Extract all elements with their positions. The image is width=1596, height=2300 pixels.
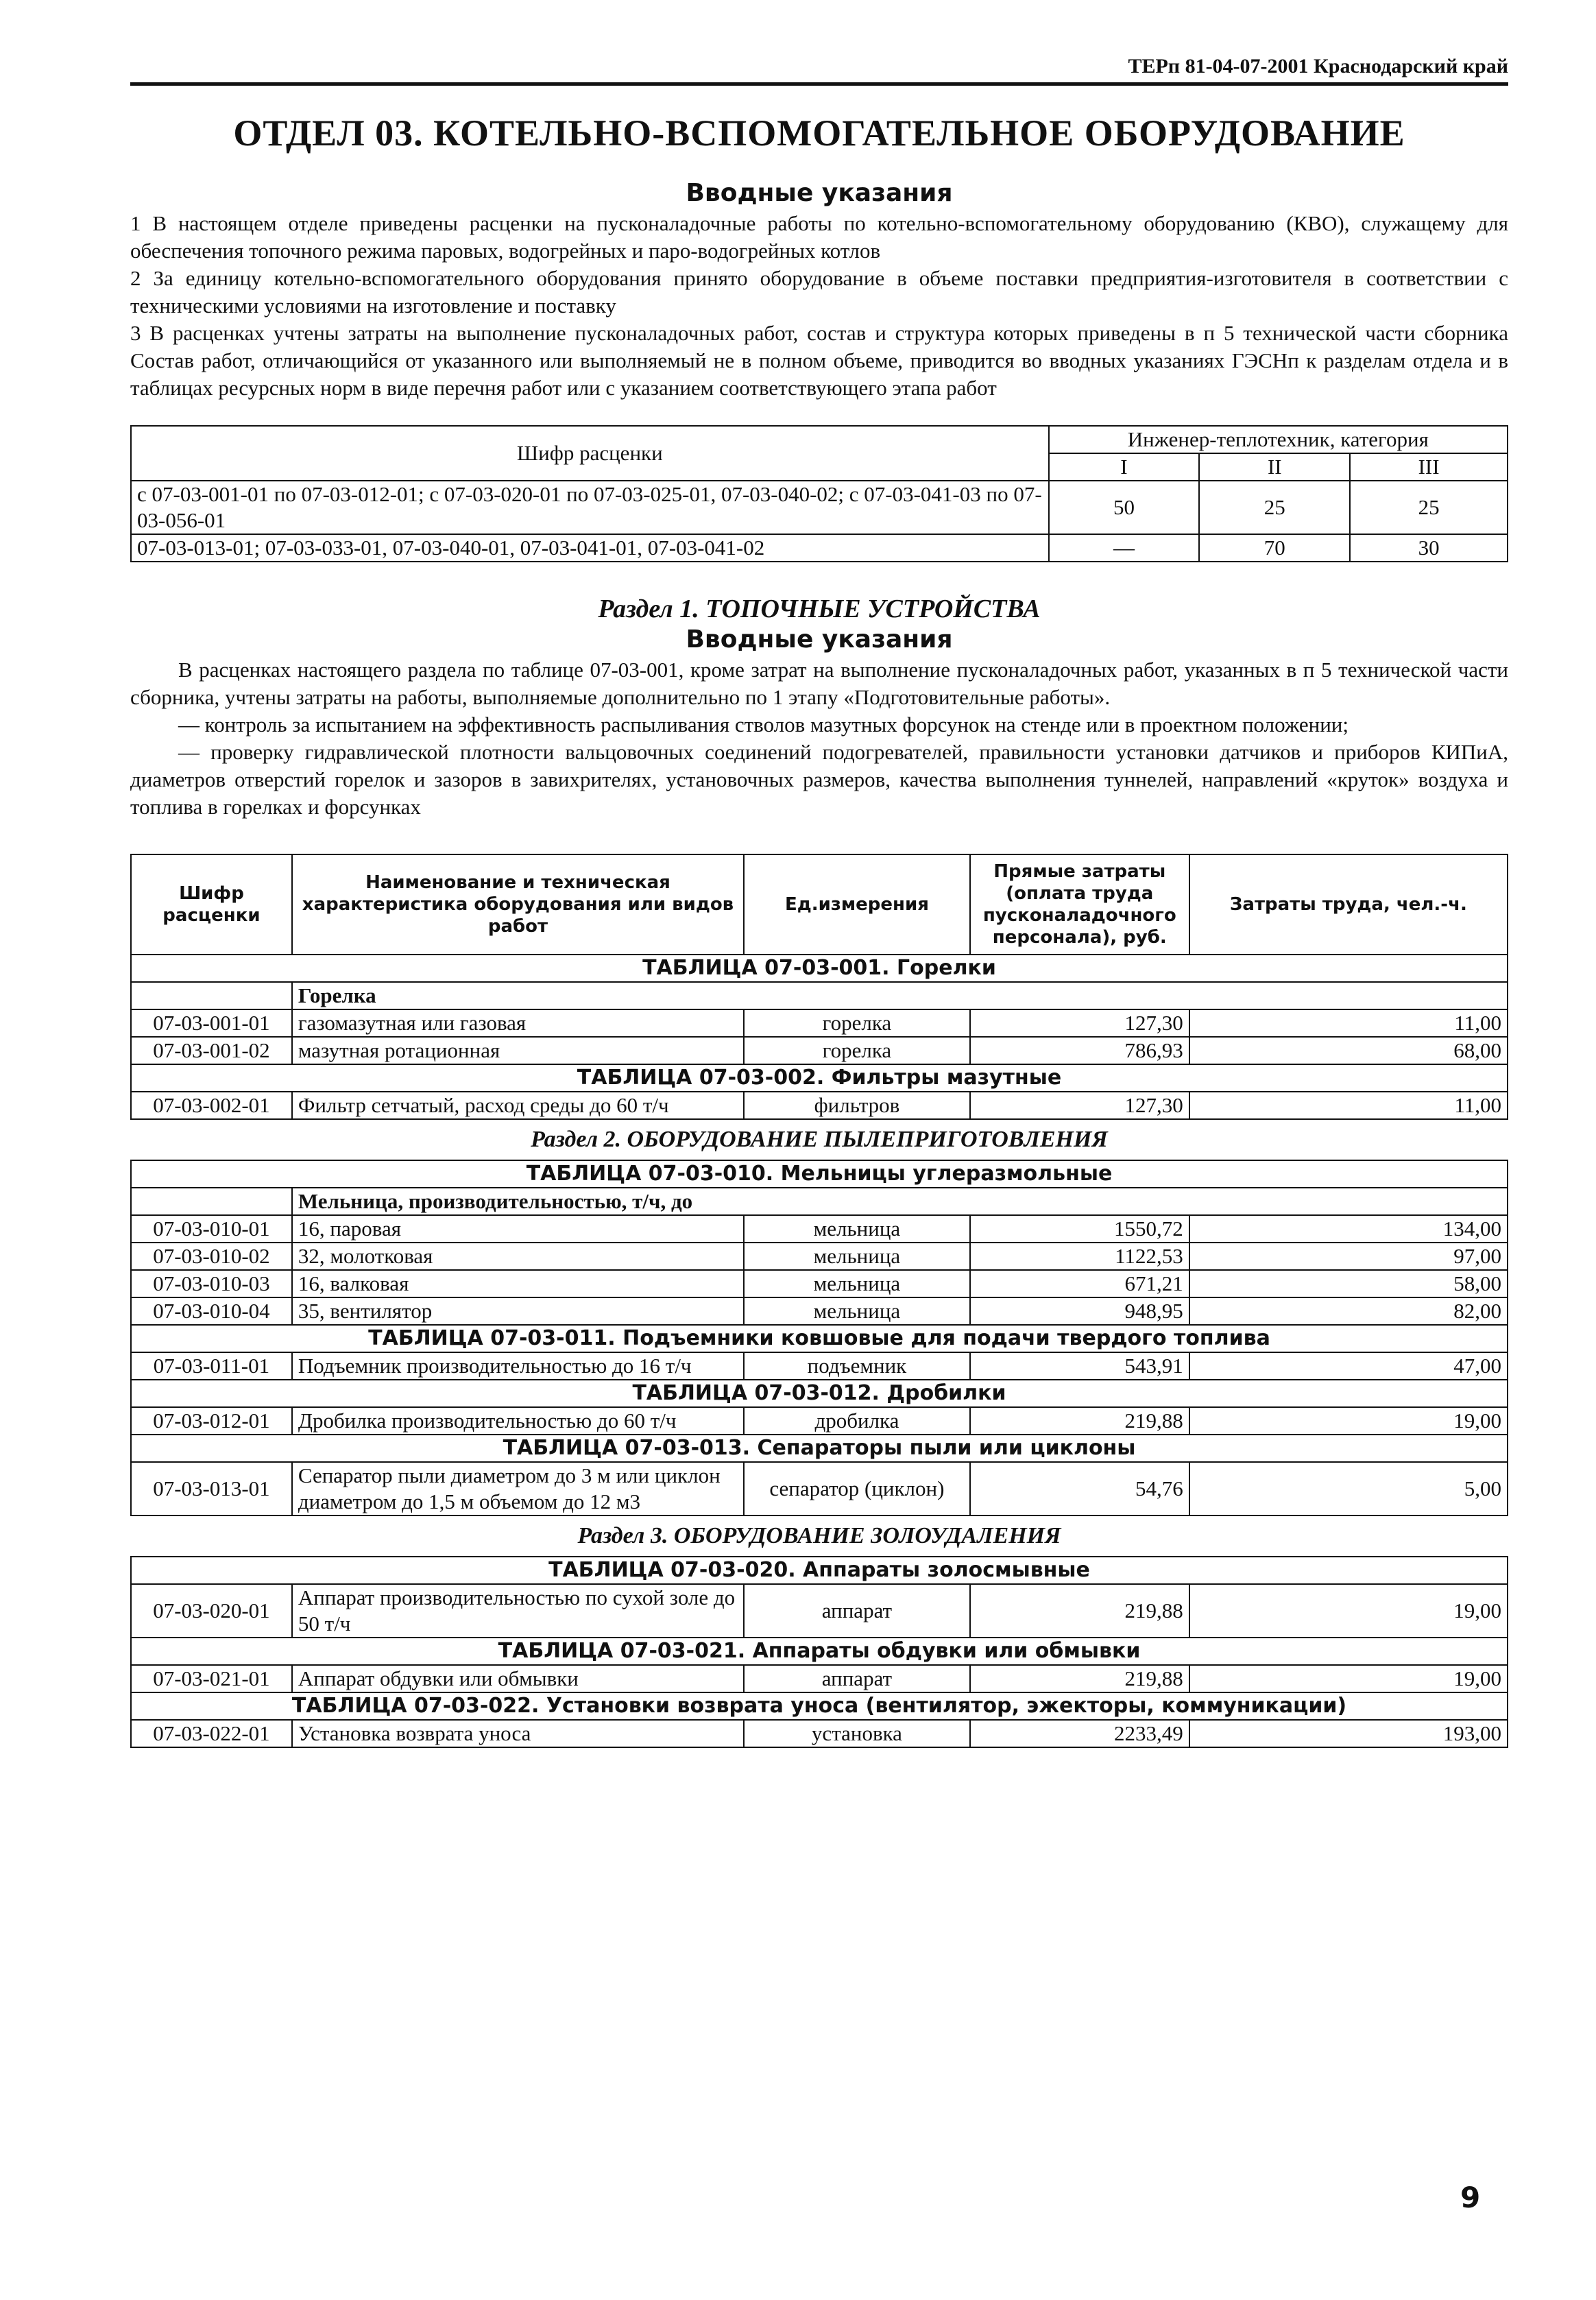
table-row <box>131 1584 1508 1638</box>
row-code: 07-03-001-01 <box>131 1009 292 1037</box>
table-title: ТАБЛИЦА 07-03-021. Аппараты обдувки или обмывки <box>131 1638 1508 1665</box>
rates-table <box>130 854 1508 1748</box>
table-row <box>131 1665 1508 1692</box>
category-row-value: 50 <box>1049 481 1200 534</box>
header-name: Наименование и техническая характеристика оборудования или видов работ <box>292 854 744 955</box>
group-label: Мельница, производительностью, т/ч, до <box>292 1188 1508 1215</box>
table-title: ТАБЛИЦА 07-03-022. Установки возврата уноса (вентилятор, эжекторы, коммуникации) <box>131 1692 1508 1720</box>
row-cost: 54,76 <box>970 1462 1189 1516</box>
row-labor: 19,00 <box>1189 1407 1508 1435</box>
row-labor: 47,00 <box>1189 1352 1508 1380</box>
row-code: 07-03-022-01 <box>131 1720 292 1747</box>
intro-paragraph-3: 3 В расценках учтены затраты на выполнение пусконаладочных работ, состав и структура которых приведены в п 5 технической части сборника Состав работ, отличающийся от указанного или выполняемый не в полном объеме, приводится во вводных указаниях ГЭСНп к разделам отдела и в таблицах ресурсных норм в виде перечня работ или с указанием соответствующего этапа работ <box>130 321 1508 400</box>
table-title: ТАБЛИЦА 07-03-012. Дробилки <box>131 1380 1508 1407</box>
row-labor: 82,00 <box>1189 1297 1508 1325</box>
row-unit: мельница <box>744 1243 970 1270</box>
row-code: 07-03-010-02 <box>131 1243 292 1270</box>
category-table-group-header: Инженер-теплотехник, категория <box>1049 426 1508 453</box>
row-unit: фильтров <box>744 1092 970 1119</box>
table-title: ТАБЛИЦА 07-03-011. Подъемники ковшовые для подачи твердого топлива <box>131 1325 1508 1352</box>
row-code: 07-03-020-01 <box>131 1584 292 1638</box>
row-name: 35, вентилятор <box>292 1297 744 1325</box>
row-code: 07-03-021-01 <box>131 1665 292 1692</box>
category-row-value: 70 <box>1199 534 1350 562</box>
row-unit: горелка <box>744 1009 970 1037</box>
table-row <box>131 481 1508 534</box>
header-unit: Ед.измерения <box>744 854 970 955</box>
category-header-2: II <box>1199 453 1350 481</box>
row-unit: дробилка <box>744 1407 970 1435</box>
row-name: 32, молотковая <box>292 1243 744 1270</box>
table-row <box>131 1407 1508 1435</box>
intro-paragraph-2: 2 За единицу котельно-вспомогательного оборудования принято оборудование в объеме поставки предприятия-изготовителя в соответствии с техническими условиями на изготовление и поставку <box>130 266 1508 318</box>
intro-heading: Вводные указания <box>686 179 953 207</box>
category-row-value: — <box>1049 534 1200 562</box>
row-unit: установка <box>744 1720 970 1747</box>
table-row <box>131 1092 1508 1119</box>
table-row <box>131 1215 1508 1243</box>
row-name: 16, паровая <box>292 1215 744 1243</box>
row-cost: 1122,53 <box>970 1243 1189 1270</box>
row-labor: 193,00 <box>1189 1720 1508 1747</box>
row-name: мазутная ротационная <box>292 1037 744 1064</box>
section-2-title: Раздел 2. ОБОРУДОВАНИЕ ПЫЛЕПРИГОТОВЛЕНИЯ <box>131 1119 1508 1160</box>
row-labor: 11,00 <box>1189 1092 1508 1119</box>
row-name: Подъемник производительностью до 16 т/ч <box>292 1352 744 1380</box>
table-row <box>131 1009 1508 1037</box>
table-row <box>131 1462 1508 1516</box>
intro-paragraph-1: 1 В настоящем отделе приведены расценки на пусконаладочные работы по котельно-вспомогательному оборудованию (КВО), служащему для обеспечения топочного режима паровых, водогрейных и паро-водогрейных котлов <box>130 211 1508 263</box>
row-cost: 127,30 <box>970 1009 1189 1037</box>
row-code: 07-03-010-01 <box>131 1215 292 1243</box>
row-labor: 19,00 <box>1189 1665 1508 1692</box>
table-row <box>131 534 1508 562</box>
row-unit: мельница <box>744 1215 970 1243</box>
table-row <box>131 1270 1508 1297</box>
table-title: ТАБЛИЦА 07-03-020. Аппараты золосмывные <box>131 1557 1508 1584</box>
row-unit: горелка <box>744 1037 970 1064</box>
row-cost: 127,30 <box>970 1092 1189 1119</box>
row-cost: 219,88 <box>970 1407 1189 1435</box>
row-unit: сепаратор (циклон) <box>744 1462 970 1516</box>
section-1-paragraph-1: В расценках настоящего раздела по таблице 07-03-001, кроме затрат на выполнение пусконаладочных работ, указанных в п 5 технической части сборника, учтены затраты на работы, выполняемые дополнительно по 1 этапу «Подготовительные работы». <box>130 658 1508 709</box>
page-number: 9 <box>1460 2181 1481 2214</box>
table-title: ТАБЛИЦА 07-03-002. Фильтры мазутные <box>131 1064 1508 1092</box>
row-cost: 671,21 <box>970 1270 1189 1297</box>
category-table-code-header: Шифр расценки <box>131 426 1049 481</box>
row-labor: 11,00 <box>1189 1009 1508 1037</box>
category-header-1: I <box>1049 453 1200 481</box>
table-row <box>131 1352 1508 1380</box>
row-name: Дробилка производительностью до 60 т/ч <box>292 1407 744 1435</box>
row-labor: 19,00 <box>1189 1584 1508 1638</box>
header-code: Шифр расценки <box>131 854 292 955</box>
row-labor: 5,00 <box>1189 1462 1508 1516</box>
row-cost: 948,95 <box>970 1297 1189 1325</box>
row-code: 07-03-011-01 <box>131 1352 292 1380</box>
table-row <box>131 1720 1508 1747</box>
table-title: ТАБЛИЦА 07-03-010. Мельницы углеразмольные <box>131 1160 1508 1188</box>
header-cost: Прямые затраты (оплата труда пусконаладочного персонала), руб. <box>970 854 1189 955</box>
row-code: 07-03-010-03 <box>131 1270 292 1297</box>
row-unit: подъемник <box>744 1352 970 1380</box>
category-row-value: 30 <box>1350 534 1508 562</box>
row-code: 07-03-002-01 <box>131 1092 292 1119</box>
header-labor: Затраты труда, чел.-ч. <box>1189 854 1508 955</box>
row-code: 07-03-010-04 <box>131 1297 292 1325</box>
page-title: ОТДЕЛ 03. КОТЕЛЬНО-ВСПОМОГАТЕЛЬНОЕ ОБОРУДОВАНИЕ <box>233 112 1405 154</box>
row-labor: 58,00 <box>1189 1270 1508 1297</box>
category-row-value: 25 <box>1199 481 1350 534</box>
category-row-code: 07-03-013-01; 07-03-033-01, 07-03-040-01, 07-03-041-01, 07-03-041-02 <box>131 534 1049 562</box>
table-title: ТАБЛИЦА 07-03-001. Горелки <box>131 955 1508 982</box>
row-cost: 1550,72 <box>970 1215 1189 1243</box>
row-unit: мельница <box>744 1297 970 1325</box>
table-row <box>131 1297 1508 1325</box>
table-row <box>131 1243 1508 1270</box>
row-name: 16, валковая <box>292 1270 744 1297</box>
category-row-code: с 07-03-001-01 по 07-03-012-01; с 07-03-020-01 по 07-03-025-01, 07-03-040-02; с 07-03-041-03 по 07-03-056-01 <box>131 481 1049 534</box>
row-name: Аппарат обдувки или обмывки <box>292 1665 744 1692</box>
section-1-title: Раздел 1. ТОПОЧНЫЕ УСТРОЙСТВА <box>598 595 1041 623</box>
table-title: ТАБЛИЦА 07-03-013. Сепараторы пыли или циклоны <box>131 1435 1508 1462</box>
section-3-title: Раздел 3. ОБОРУДОВАНИЕ ЗОЛОУДАЛЕНИЯ <box>131 1516 1508 1557</box>
category-header-3: III <box>1350 453 1508 481</box>
row-labor: 68,00 <box>1189 1037 1508 1064</box>
row-code: 07-03-012-01 <box>131 1407 292 1435</box>
group-label: Горелка <box>292 982 1508 1009</box>
category-table <box>130 425 1508 562</box>
row-cost: 219,88 <box>970 1665 1189 1692</box>
row-cost: 543,91 <box>970 1352 1189 1380</box>
row-code: 07-03-013-01 <box>131 1462 292 1516</box>
row-unit: аппарат <box>744 1665 970 1692</box>
row-cost: 786,93 <box>970 1037 1189 1064</box>
rates-table-header <box>131 854 1508 955</box>
row-code: 07-03-001-02 <box>131 1037 292 1064</box>
section-1-heading: Вводные указания <box>686 625 953 654</box>
row-name: Установка возврата уноса <box>292 1720 744 1747</box>
row-name: газомазутная или газовая <box>292 1009 744 1037</box>
category-row-value: 25 <box>1350 481 1508 534</box>
row-labor: 134,00 <box>1189 1215 1508 1243</box>
table-row <box>131 1037 1508 1064</box>
row-name: Аппарат производительностью по сухой золе до 50 т/ч <box>292 1584 744 1638</box>
row-cost: 219,88 <box>970 1584 1189 1638</box>
row-name: Фильтр сетчатый, расход среды до 60 т/ч <box>292 1092 744 1119</box>
section-1-paragraph-2: — контроль за испытанием на эффективность распыливания стволов мазутных форсунок на стенде или в проектном положении; <box>178 712 1349 736</box>
row-unit: аппарат <box>744 1584 970 1638</box>
document-page <box>130 55 1508 1748</box>
row-labor: 97,00 <box>1189 1243 1508 1270</box>
row-unit: мельница <box>744 1270 970 1297</box>
row-name: Сепаратор пыли диаметром до 3 м или циклон диаметром до 1,5 м объемом до 12 м3 <box>292 1462 744 1516</box>
running-header: ТЕРп 81-04-07-2001 Краснодарский край <box>130 55 1508 86</box>
row-cost: 2233,49 <box>970 1720 1189 1747</box>
section-1-paragraph-3: — проверку гидравлической плотности вальцовочных соединений подогревателей, правильности установки датчиков и приборов КИПиА, диаметров отверстий горелок и зазоров в завихрителях, установочных размеров, качества выполнения туннелей, направлений «круток» воздуха и топлива в горелках и форсунках <box>130 740 1508 819</box>
